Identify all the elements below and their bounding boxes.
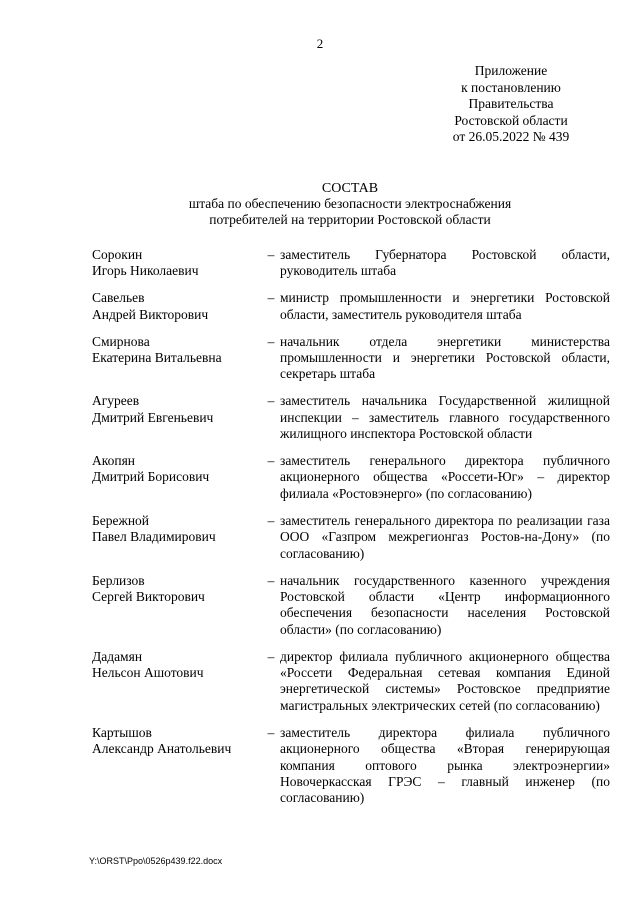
member-role: заместитель Губернатора Ростовской области, руководитель штаба [280,247,610,279]
dash-separator: – [267,290,275,306]
member-surname: Агуреев [92,393,140,409]
member-entry [92,725,610,807]
member-name [92,290,262,323]
appendix-line: от 26.05.2022 № 439 [452,129,570,145]
member-entry [92,393,610,442]
member-surname: Картышов [92,724,152,740]
dash-separator: – [267,724,275,740]
member-role: министр промышленности и энергетики Ростовской области, заместитель руководителя штаба [280,290,610,322]
member-entry [92,513,610,562]
member-entry [92,453,610,502]
member-surname: Акопян [92,453,136,469]
member-entry [92,290,610,323]
member-name [92,513,262,546]
member-given-names: Сергей Викторович [92,588,205,604]
footer-file-path: Y:\ORST\Ppo\0526p439.f22.docx [89,856,223,866]
member-given-names: Павел Владимирович [92,529,216,545]
member-name [92,725,262,758]
page-number: 2 [316,36,324,51]
member-name [92,393,262,426]
member-given-names: Игорь Николаевич [92,263,199,279]
appendix-line: Приложение [474,63,548,78]
member-given-names: Нельсон Ашотович [92,665,204,681]
member-role: начальник отдела энергетики министерства промышленности и энергетики Ростовской области, секретарь штаба [280,333,610,382]
document-subtitle [0,196,640,228]
member-given-names: Андрей Викторович [92,306,209,322]
appendix-line: Ростовской области [454,112,568,128]
dash-separator: – [267,393,275,409]
subtitle-line: штаба по обеспечению безопасности электроснабжения [188,196,512,211]
member-entry [92,334,610,383]
member-entry [92,247,610,280]
member-surname: Смирнова [92,333,150,349]
member-entry [92,573,610,639]
appendix-block [440,63,582,146]
member-role: заместитель генерального директора публичного акционерного общества «Россети-Юг» – директор филиала «Ростовэнерго» (по согласованию) [280,453,610,501]
member-given-names: Александр Анатольевич [92,741,232,757]
subtitle-line: потребителей на территории Ростовской области [209,212,491,227]
dash-separator: – [267,247,275,262]
member-entry [92,649,610,715]
appendix-line: к постановлению [461,79,561,95]
member-role: заместитель начальника Государственной жилищной инспекции – заместитель главного государственного жилищного инспектора Ростовской области [280,393,610,442]
document-title: СОСТАВ [321,181,379,196]
member-given-names: Дмитрий Евгеньевич [92,409,214,425]
member-given-names: Екатерина Витальевна [92,350,222,366]
member-surname: Берлизов [92,572,145,588]
members-list [92,247,610,817]
dash-separator: – [267,572,275,588]
member-surname: Савельев [92,290,145,306]
member-name [92,247,262,280]
dash-separator: – [267,512,275,528]
member-surname: Сорокин [92,247,143,262]
dash-separator: – [267,453,275,469]
member-role: заместитель директора филиала публичного акционерного общества «Вторая генерирующая компания оптового рынка электроэнергии» Новочеркасская ГРЭС – главный инженер (по согласованию) [280,724,610,806]
dash-separator: – [267,648,275,664]
member-name [92,453,262,486]
member-given-names: Дмитрий Борисович [92,469,210,485]
member-name [92,334,262,367]
member-role: начальник государственного казенного учреждения Ростовской области «Центр информационного обеспечения безопасности населения Ростовской области» (по согласованию) [280,572,610,637]
member-role: директор филиала публичного акционерного общества «Россети Федеральная сетевая компания Единой энергетической системы» Ростовское предприятие магистральных электрических сетей (по согласованию) [280,648,610,713]
member-name [92,573,262,606]
member-role: заместитель генерального директора по реализации газа ООО «Газпром межрегионгаз Ростов-на-Дону» (по согласованию) [280,512,610,561]
dash-separator: – [267,333,275,349]
member-surname: Бережной [92,512,150,528]
appendix-line: Правительства [468,96,554,112]
member-surname: Дадамян [92,648,143,664]
member-name [92,649,262,682]
